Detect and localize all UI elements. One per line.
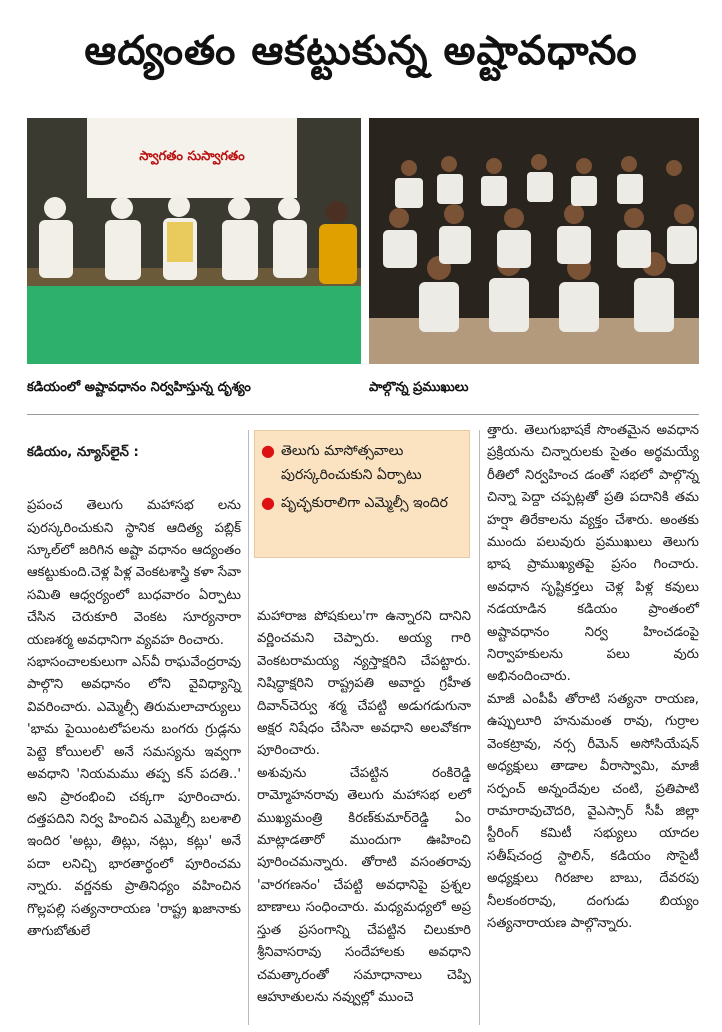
article-column-3: త్తారు. తెలుగుభాషకే సొంతమైన అవధాన ప్రక్రియను చిన్నారులకు సైతం అర్థమయ్యే రీతిలో నిర్వహించ డంతో సభలో పాల్గొన్న చిన్నా పెద్దా చప్పట్లతో ప్రతి పదానికి తమ హర్షా తిరేకాలను వ్యక్తం చేశారు. అంతకు ముందు పలువురు ప్రముఖులు తెలుగు భాష ప్రాముఖ్యతపై ప్రసం గించారు. అవధాన సృష్టికర్తలు చెళ్ల పిళ్ల కవులు నడయాడిన కడియం ప్రాంతంలో అష్టావధానం నిర్వ హించడంపై నిర్వాహకులను పలు వురు అభినందించారు. మాజీ ఎంపీపీ తోరాటి సత్యనా రాయణ, ఉప్పులూరి హనుమంత రావు, గుర్రాల వెంకట్రావు, నర్స రీమెన్ అసోసియేషన్ అధ్యక్షులు తాడాల వీరాస్వామి, మాజీ సర్పంచ్ అన్నందేవుల చంటి, ప్రతిపాటి రామారావుచౌదరి, వైఎస్సార్ సీపీ జిల్లా స్టీరింగ్ కమిటీ సభ్యులు యాదల సతీష్‌చంద్ర స్టాలిన్, కడియం సొసైటీ అధ్యక్షులు గిరజాల బాబు, దేవరపు నీలకంఠరావు, దంగుడు బియ్యం సత్యనారాయణ పాల్గొన్నారు. xyxy=(487,423,699,931)
column-divider xyxy=(248,430,249,1025)
bullet-icon: ● xyxy=(261,493,275,512)
highlight-item xyxy=(261,491,463,515)
banner-text: స్వాగతం సుస్వాగతం xyxy=(139,149,245,164)
caption-divider xyxy=(27,414,699,415)
bullet-icon: ● xyxy=(261,441,275,460)
dateline: కడియం, న్యూస్‌లైన్ : xyxy=(27,445,139,461)
audience-photo-illustration xyxy=(369,118,699,364)
article-column-1 xyxy=(27,420,241,966)
column-divider xyxy=(479,430,480,1025)
audience-photo xyxy=(369,118,699,364)
highlight-text: పృచ్ఛకురాలిగా ఎమ్మెల్సీ ఇందిర xyxy=(280,495,448,511)
stage-photo xyxy=(27,118,361,364)
highlight-box xyxy=(254,430,470,558)
photo-caption-right: పాల్గొన్న ప్రముఖులు xyxy=(369,380,469,395)
highlight-text: తెలుగు మాసోత్సవాలు పురస్కరించుకుని ఏర్పాటు xyxy=(280,443,422,483)
article-column-2: మహారాజ పోషకులు'గా ఉన్నారని దానిని వర్ణించమని చెప్పారు. అయ్య గారి వెంకటరామయ్య న్యస్తాక్షరిని చేపట్టారు. నిషిద్ధాక్షరిని రాష్ట్రపతి అవార్డు గ్రహీత దివాన్‌చెర్వు శర్మ చేపట్టి అడుగడుగునా అక్షర నిషేధం చేసినా అవధాని అలవోకగా పూరించారు. అశువును చేపట్టిన రంకిరెడ్డి రామ్మోహనరావు తెలుగు మహాసభ లలో ముఖ్యమంత్రి కిరణ్‌కుమార్‌రెడ్డి ఏం మాట్లాడతారో ముందుగా ఊహించి పూరించమన్నారు. తోరాటి వసంతరావు 'వారగణనం' చేపట్టి అవధానిపై ప్రశ్నల బాణాలు సంధించారు. మధ్యమధ్యలో అప్ర స్తుత ప్రసంగాన్ని చేపట్టిన చిలుకూరి శ్రీనివాసరావు సందేహాలకు అవధాని చమత్కారంతో సమాధానాలు చెప్పి ఆహూతులను నవ్వుల్లో ముంచె xyxy=(257,609,471,1005)
article-column-1-text: ప్రపంచ తెలుగు మహాసభ లను పురస్కరించుకుని స్థానిక ఆదిత్య పబ్లిక్ స్కూల్‌లో జరిగిన అష్టా వధానం ఆద్యంతం ఆకట్టుకుంది.చెళ్ల పిళ్ల వెంకటశాస్త్రి కళా సేవా సమితి ఆధ్వర్యంలో బుధవారం ఏర్పాటు చేసిన చెరుకూరి వెంకట సూర్యనారా యణశర్మ అవధానిగా వ్యవహ రించారు. సభాసంచాలకులుగా ఎస్‌వీ రాఘవేంద్రరావు పాల్గొని అవధానం లోని వైవిధ్యాన్ని వివరించారు. ఎమ్మెల్సీ తిరుమలాచార్యులు 'భామ పైయింటలోపలను బంగరు గ్రుడ్లను పెట్టె కోయిలల్‌' అనే సమస్యను ఇవ్వగా అవధాని 'నియమము తప్ప కన్ పదతి..' అని ప్రారంభించి చక్కగా పూరించారు. దత్తపదిని నిర్వ హించిన ఎమ్మెల్సీ బలశాలి ఇందిర 'అట్లు, తిట్లు, నట్లు, కట్లు' అనే పదా లనిచ్చి భారతార్థంలో పూరించమ న్నారు. వర్ణనకు ప్రాతినిధ్యం వహించిన గొల్లపల్లి సత్యనారాయణ 'రాష్ట్ర ఖజానాకు తాగుబోతులే xyxy=(27,498,241,939)
stage-photo-illustration xyxy=(27,118,361,364)
headline: ఆద్యంతం ఆకట్టుకున్న అష్టావధానం xyxy=(84,28,638,74)
highlight-item xyxy=(261,439,463,487)
photo-caption-left: కడియంలో అష్టావధానం నిర్వహిస్తున్న దృశ్యం xyxy=(27,380,251,395)
